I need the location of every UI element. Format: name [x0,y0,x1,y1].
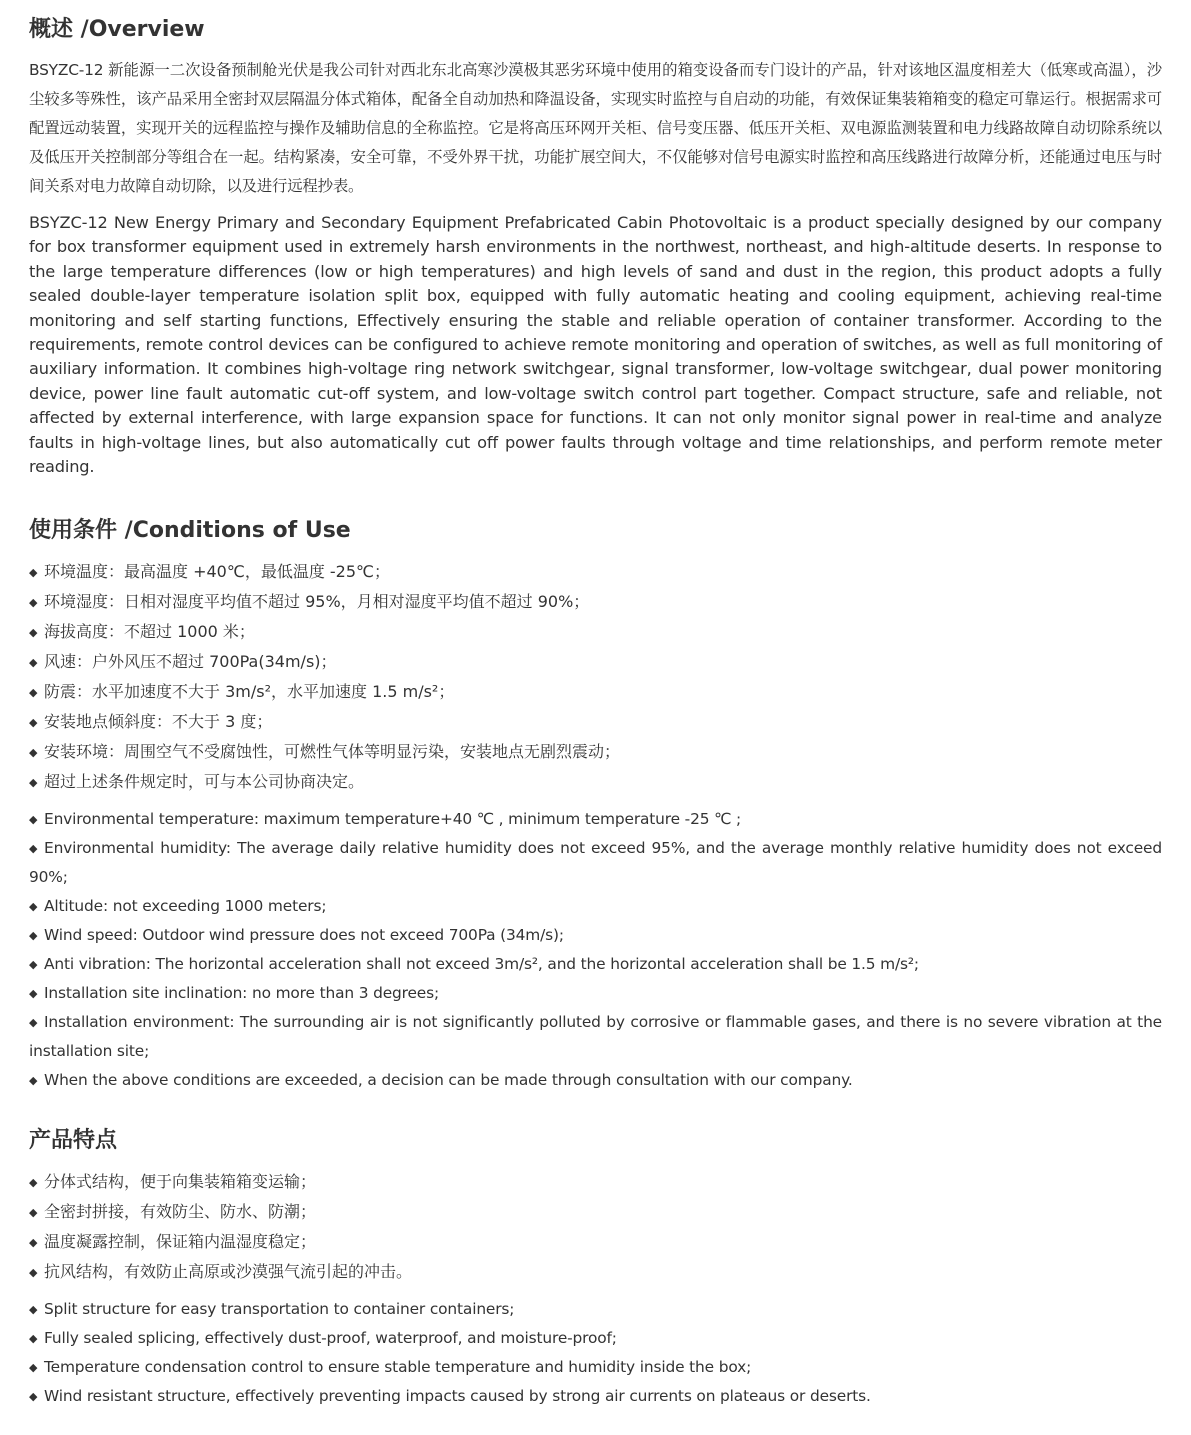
bullet-diamond-icon: ◆ [29,842,38,856]
list-item [29,647,1162,677]
overview-zh-paragraph: BSYZC-12 新能源一二次设备预制舱光伏是我公司针对西北东北高寒沙漠极其恶劣环境中使用的箱变设备而专门设计的产品，针对该地区温度相差大（低寒或高温），沙尘较多等殊性，该产品采用全密封双层隔温分体式箱体，配备全自动加热和降温设备，实现实时监控与自启动的功能，有效保证集装箱箱变的稳定可靠运行。根据需求可配置远动装置，实现开关的远程监控与操作及辅助信息的全称监控。它是将高压环网开关柜、信号变压器、低压开关柜、双电源监测装置和电力线路故障自动切除系统以及低压开关控制部分等组合在一起。结构紧凑，安全可靠，不受外界干扰，功能扩展空间大，不仅能够对信号电源实时监控和高压线路进行故障分析，还能通过电压与时间关系对电力故障自动切除，以及进行远程抄表。 [29,61,1162,195]
list-item [29,617,1162,647]
list-item [29,1324,1162,1353]
list-item-text: 环境湿度：日相对湿度平均值不超过 95%，月相对湿度平均值不超过 90%； [44,592,590,612]
list-item-text: Wind resistant structure, effectively preventing impacts caused by strong air currents on plateaus or deserts. [44,1387,871,1406]
list-item-text: Environmental humidity: The average daily relative humidity does not exceed 95%, and the average monthly relative humidity does not exceed 90%; [29,839,1162,887]
list-item-text: 全密封拼接，有效防尘、防水、防潮； [44,1202,317,1222]
list-item [29,1008,1162,1066]
list-item [29,1167,1162,1197]
bullet-diamond-icon: ◆ [29,1236,38,1250]
bullet-diamond-icon: ◆ [29,776,38,790]
conditions-heading: 使用条件 /Conditions of Use [29,518,351,544]
list-item-text: Fully sealed splicing, effectively dust-proof, waterproof, and moisture-proof; [44,1329,617,1348]
list-item [29,805,1162,834]
bullet-diamond-icon: ◆ [29,1206,38,1220]
list-item-text: Temperature condensation control to ensure stable temperature and humidity inside the box; [44,1358,752,1377]
list-item-text: 海拔高度：不超过 1000 米； [44,622,255,642]
bullet-diamond-icon: ◆ [29,1390,38,1404]
list-item-text: 安装地点倾斜度：不大于 3 度； [44,712,273,732]
list-item [29,1197,1162,1227]
list-item [29,707,1162,737]
list-item-text: Environmental temperature: maximum temperature+40 ℃ , minimum temperature -25 ℃ ; [44,810,742,829]
bullet-diamond-icon: ◆ [29,686,38,700]
features-section [29,1125,1162,1411]
bullet-diamond-icon: ◆ [29,1016,38,1030]
bullet-diamond-icon: ◆ [29,716,38,730]
list-item-text: 抗风结构，有效防止高原或沙漠强气流引起的冲击。 [44,1262,413,1282]
bullet-diamond-icon: ◆ [29,900,38,914]
list-item-text: Installation site inclination: no more than 3 degrees; [44,984,440,1003]
features-heading: 产品特点 [29,1128,118,1154]
list-item [29,737,1162,767]
list-item-text: 防震：水平加速度不大于 3m/s²，水平加速度 1.5 m/s²； [44,682,455,702]
overview-section [29,14,1162,479]
list-item-text: 安装环境：周围空气不受腐蚀性，可燃性气体等明显污染，安装地点无剧烈震动； [44,742,621,762]
list-item-text: When the above conditions are exceeded, a decision can be made through consultation with our company. [44,1071,853,1090]
overview-heading: 概述 /Overview [29,17,205,42]
bullet-diamond-icon: ◆ [29,656,38,670]
list-item-text: 温度凝露控制，保证箱内温湿度稳定； [44,1232,317,1252]
bullet-diamond-icon: ◆ [29,596,38,610]
overview-en-paragraph: BSYZC-12 New Energy Primary and Secondary Equipment Prefabricated Cabin Photovoltaic is a product specially designed by our company for box transformer equipment used in extremely harsh environments in the northwest, northeast, and high-altitude deserts. In response to the large temperature differences (low or high temperatures) and high levels of sand and dust in the region, this product adopts a fully sealed double-layer temperature isolation split box, equipped with fully automatic heating and cooling equipment, achieving real-time monitoring and self starting functions, Effectively ensuring the stable and reliable operation of container transformer. According to the requirements, remote control devices can be configured to achieve remote monitoring and operation of switches, as well as full monitoring of auxiliary information. It combines high-voltage ring network switchgear, signal transformer, low-voltage switchgear, dual power monitoring device, power line fault automatic cut-off system, and low-voltage switch control part together. Compact structure, safe and reliable, not affected by external interference, with large expansion space for functions. It can not only monitor signal power in real-time and analyze faults in high-voltage lines, but also automatically cut off power faults through voltage and time relationships, and perform remote meter reading. [29,213,1162,477]
list-item [29,921,1162,950]
bullet-diamond-icon: ◆ [29,1074,38,1088]
bullet-diamond-icon: ◆ [29,813,38,827]
bullet-diamond-icon: ◆ [29,1303,38,1317]
bullet-diamond-icon: ◆ [29,987,38,1001]
bullet-diamond-icon: ◆ [29,929,38,943]
list-item-text: Altitude: not exceeding 1000 meters; [44,897,327,916]
list-item [29,1382,1162,1411]
list-item-text: Anti vibration: The horizontal acceleration shall not exceed 3m/s², and the horizontal acceleration shall be 1.5 m/s²; [44,955,919,974]
list-item-text: Wind speed: Outdoor wind pressure does not exceed 700Pa (34m/s); [44,926,564,945]
list-item [29,1295,1162,1324]
conditions-zh-list [29,557,1162,797]
bullet-diamond-icon: ◆ [29,746,38,760]
features-en-list [29,1295,1162,1411]
bullet-diamond-icon: ◆ [29,1176,38,1190]
bullet-diamond-icon: ◆ [29,626,38,640]
list-item [29,950,1162,979]
bullet-diamond-icon: ◆ [29,1332,38,1346]
list-item-text: 风速：户外风压不超过 700Pa(34m/s)； [44,652,337,672]
list-item-text: 环境温度：最高温度 +40℃，最低温度 -25℃； [44,562,391,582]
bullet-diamond-icon: ◆ [29,1361,38,1375]
list-item-text: 超过上述条件规定时，可与本公司协商决定。 [44,772,365,792]
list-item [29,1257,1162,1287]
features-zh-list [29,1167,1162,1287]
conditions-section [29,515,1162,1095]
list-item [29,587,1162,617]
list-item [29,1227,1162,1257]
list-item [29,979,1162,1008]
conditions-en-list [29,805,1162,1095]
bullet-diamond-icon: ◆ [29,566,38,580]
list-item-text: Installation environment: The surrounding air is not significantly polluted by corrosive or flammable gases, and there is no severe vibration at the installation site; [29,1013,1162,1061]
list-item [29,1353,1162,1382]
list-item [29,767,1162,797]
list-item [29,1066,1162,1095]
bullet-diamond-icon: ◆ [29,1266,38,1280]
list-item-text: 分体式结构，便于向集装箱箱变运输； [44,1172,317,1192]
bullet-diamond-icon: ◆ [29,958,38,972]
list-item [29,834,1162,892]
list-item-text: Split structure for easy transportation to container containers; [44,1300,515,1319]
list-item [29,677,1162,707]
list-item [29,557,1162,587]
list-item [29,892,1162,921]
